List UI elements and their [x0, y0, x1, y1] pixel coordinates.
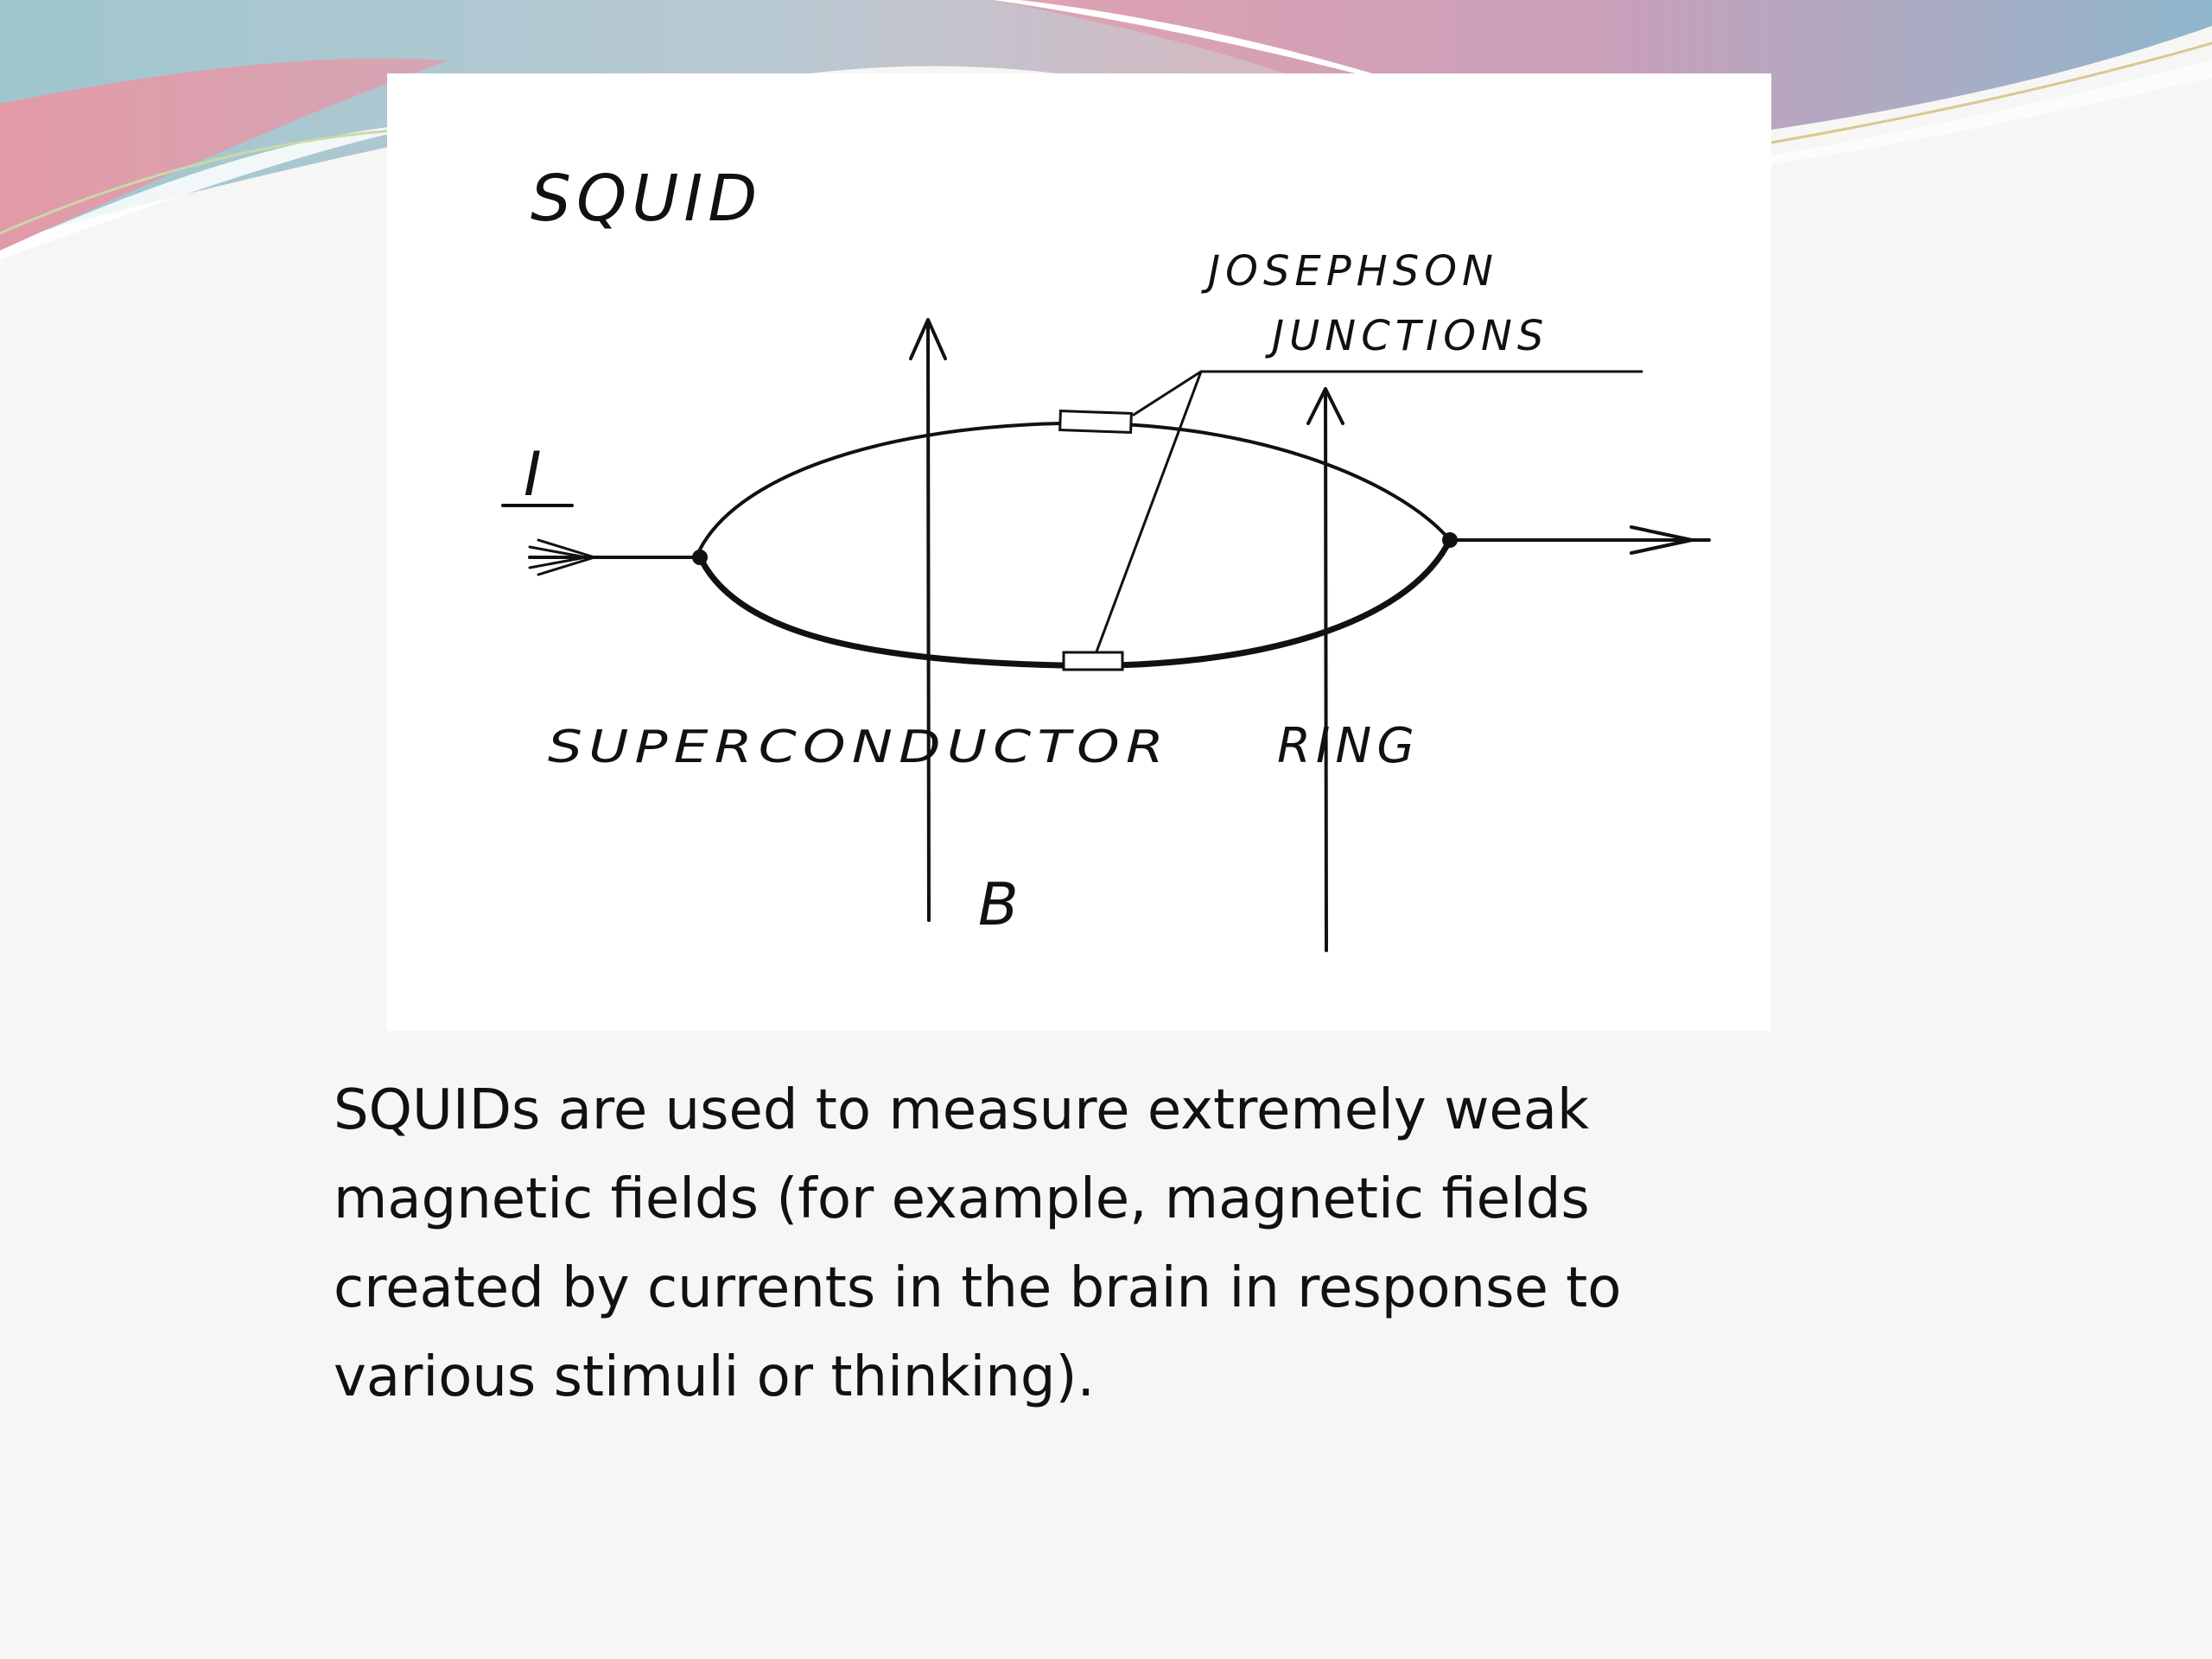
body-paragraph — [334, 1066, 2148, 1422]
josephson-label-line1: JOSEPHSON — [1208, 247, 1498, 296]
body-line: SQUIDs are used to measure extremely weak — [334, 1078, 1590, 1142]
superconductor-ring-bottom — [698, 540, 1450, 665]
superconductor-ring-top — [698, 423, 1450, 553]
ring-node-right — [1442, 532, 1458, 548]
josephson-label-line2: JUNCTIONS — [1272, 312, 1549, 360]
field-label: B — [978, 871, 1024, 939]
josephson-junction-bottom — [1064, 652, 1122, 670]
current-label: I — [524, 439, 547, 510]
ring-label-ring: RING — [1277, 718, 1420, 774]
body-line: various stimuli or thinking). — [334, 1345, 1095, 1409]
squid-diagram-panel — [387, 73, 1771, 1031]
ring-node-left — [692, 550, 708, 565]
field-arrow-right — [1308, 389, 1343, 950]
squid-title: SQUID — [531, 162, 763, 236]
field-arrow-left — [911, 320, 945, 920]
ring-label-superconductor: SUPERCONDUCTOR — [548, 721, 1170, 773]
body-line: magnetic fields (for example, magnetic fields — [334, 1167, 1590, 1231]
squid-diagram — [387, 73, 1771, 1031]
junction-pointer-top — [1134, 372, 1642, 415]
body-line: created by currents in the brain in response to — [334, 1256, 1622, 1320]
josephson-junction-top — [1060, 411, 1132, 433]
